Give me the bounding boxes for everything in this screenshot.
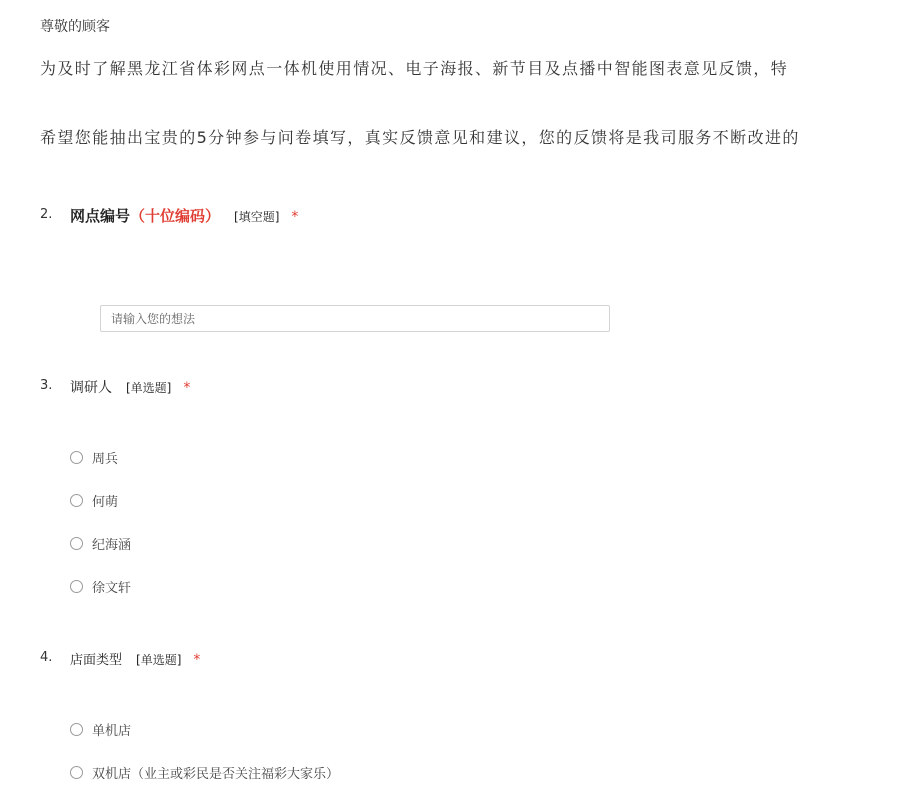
question-3-title <box>70 377 190 397</box>
radio-option[interactable] <box>70 448 118 467</box>
network-id-input[interactable] <box>100 305 610 332</box>
radio-circle-icon[interactable] <box>70 451 83 464</box>
question-2-title <box>70 205 298 226</box>
greeting-text: 尊敬的顾客 <box>40 19 110 35</box>
question-4-label: 店面类型 <box>70 653 123 668</box>
radio-option-label: 何萌 <box>92 495 119 510</box>
question-2-label: 网点编号 <box>70 207 131 225</box>
intro-line-2: 希望您能抽出宝贵的5分钟参与问卷填写，真实反馈意见和建议，您的反馈将是我司服务不断改进的 <box>40 128 800 147</box>
radio-option-label: 单机店 <box>92 724 132 739</box>
radio-circle-icon[interactable] <box>70 580 83 593</box>
question-2-number: 2. <box>40 207 53 222</box>
radio-option-label: 双机店（业主或彩民是否关注福彩大家乐） <box>92 767 340 782</box>
intro-line-1: 为及时了解黑龙江省体彩网点一体机使用情况、电子海报、新节目及点播中智能图表意见反馈，特 <box>40 59 789 78</box>
question-3-type: [单选题] <box>126 381 172 395</box>
radio-option[interactable] <box>70 577 131 596</box>
radio-option[interactable] <box>70 534 131 553</box>
radio-circle-icon[interactable] <box>70 537 83 550</box>
question-2-type: [填空题] <box>234 210 280 224</box>
radio-option[interactable] <box>70 720 131 739</box>
radio-circle-icon[interactable] <box>70 766 83 779</box>
question-2-note: （十位编码） <box>130 207 221 225</box>
question-4-title <box>70 649 200 668</box>
radio-option[interactable] <box>70 763 339 782</box>
radio-option[interactable] <box>70 491 118 510</box>
question-4-type: [单选题] <box>136 653 182 667</box>
radio-option-label: 徐文轩 <box>92 581 132 596</box>
question-4-number: 4. <box>40 650 53 665</box>
question-3-number: 3. <box>40 378 53 393</box>
radio-option-label: 纪海涵 <box>92 538 132 553</box>
radio-circle-icon[interactable] <box>70 723 83 736</box>
question-4-required-mark: * <box>193 652 201 668</box>
question-3-required-mark: * <box>183 380 191 396</box>
radio-circle-icon[interactable] <box>70 494 83 507</box>
question-2-required-mark: * <box>291 209 299 225</box>
question-3-label: 调研人 <box>70 380 112 396</box>
radio-option-label: 周兵 <box>92 452 119 467</box>
